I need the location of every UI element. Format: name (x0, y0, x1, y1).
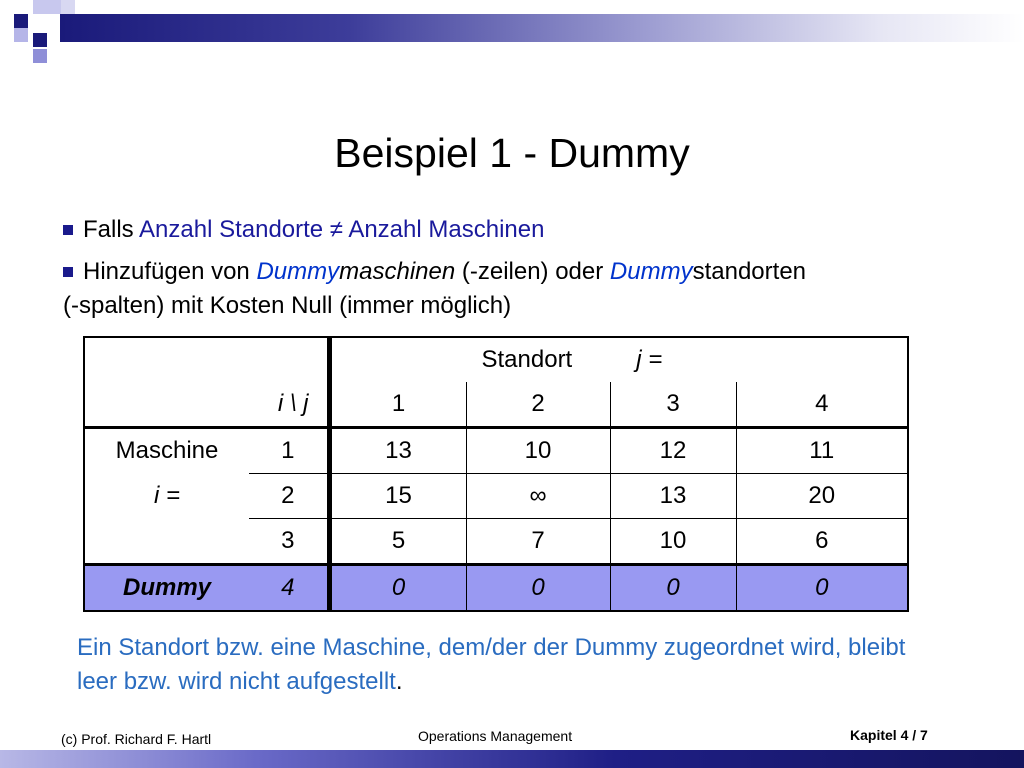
deco-square (14, 28, 28, 42)
bullet-text: (-spalten) mit Kosten Null (immer möglich) (63, 292, 512, 319)
cost-cell: 6 (736, 519, 908, 565)
note-period: . (395, 668, 403, 695)
header-band (60, 14, 1024, 42)
cost-cell: 10 (466, 428, 610, 474)
j-label: j = (636, 346, 663, 373)
cost-cell: 5 (329, 519, 466, 565)
dummy-label: Dummy (84, 565, 249, 612)
cost-cell: 0 (466, 565, 610, 612)
dummy-note (77, 631, 937, 699)
square-bullet-icon (63, 225, 73, 235)
cost-cell: 12 (610, 428, 736, 474)
deco-square (61, 0, 75, 14)
cost-cell: 13 (329, 428, 466, 474)
cost-cell: ∞ (466, 474, 610, 519)
column-header: 3 (610, 382, 736, 428)
bullet-text: maschinen (339, 258, 456, 285)
column-header: 2 (466, 382, 610, 428)
footer-band (0, 750, 1024, 768)
cost-cell: 20 (736, 474, 908, 519)
cost-cell: 13 (610, 474, 736, 519)
deco-square (33, 49, 47, 63)
square-bullet-icon (63, 267, 73, 277)
note-text: Ein Standort bzw. eine Maschine, dem/der der Dummy zugeordnet wird, bleibt leer bzw. wird nicht aufgestellt (77, 634, 906, 695)
bullet-text: Hinzufügen von (83, 258, 257, 285)
empty-label-cell (84, 519, 249, 565)
row-index: 3 (249, 519, 329, 565)
dummy-row (84, 565, 908, 612)
page-title: Beispiel 1 - Dummy (334, 130, 690, 177)
bullet-2 (63, 255, 963, 323)
column-header: 1 (329, 382, 466, 428)
cost-cell: 0 (329, 565, 466, 612)
deco-square (33, 33, 47, 47)
table-header-row (84, 337, 908, 382)
dummy-word: Dummy (256, 258, 340, 285)
footer-author: (c) Prof. Richard F. Hartl (61, 731, 212, 747)
ij-label: i \ j (84, 382, 329, 428)
cost-cell: 11 (809, 437, 835, 464)
table-corner (84, 337, 329, 382)
bullet-highlight: Anzahl Standorte ≠ Anzahl Maschinen (139, 216, 545, 243)
footer-chapter: Kapitel 4 / 7 (850, 727, 928, 743)
dummy-word: Dummy (609, 258, 693, 285)
row-index: 1 (249, 428, 329, 474)
deco-square (33, 0, 61, 14)
cost-cell: 10 (610, 519, 736, 565)
bullet-text: Falls (83, 216, 140, 243)
table-row (84, 519, 908, 565)
row-index: 4 (249, 565, 329, 612)
bullet-text: (-zeilen) oder (455, 258, 610, 285)
table-row (84, 428, 908, 474)
cost-cell: 7 (466, 519, 610, 565)
footer-course: Operations Management (418, 728, 573, 744)
cost-cell: 0 (610, 565, 736, 612)
cost-cell: 0 (736, 565, 908, 612)
maschine-label: Maschine (115, 437, 219, 465)
bullet-text: standorten (692, 258, 807, 285)
i-label: i = (153, 482, 180, 509)
bullet-1 (63, 213, 544, 247)
deco-square (14, 14, 28, 28)
table-header-row (84, 382, 908, 428)
cost-table (83, 336, 909, 612)
table-row (84, 474, 908, 519)
column-header: 4 (815, 390, 829, 417)
standort-label: Standort (481, 346, 573, 373)
cost-cell: 15 (329, 474, 466, 519)
row-index: 2 (249, 474, 329, 519)
standort-header (329, 337, 908, 382)
